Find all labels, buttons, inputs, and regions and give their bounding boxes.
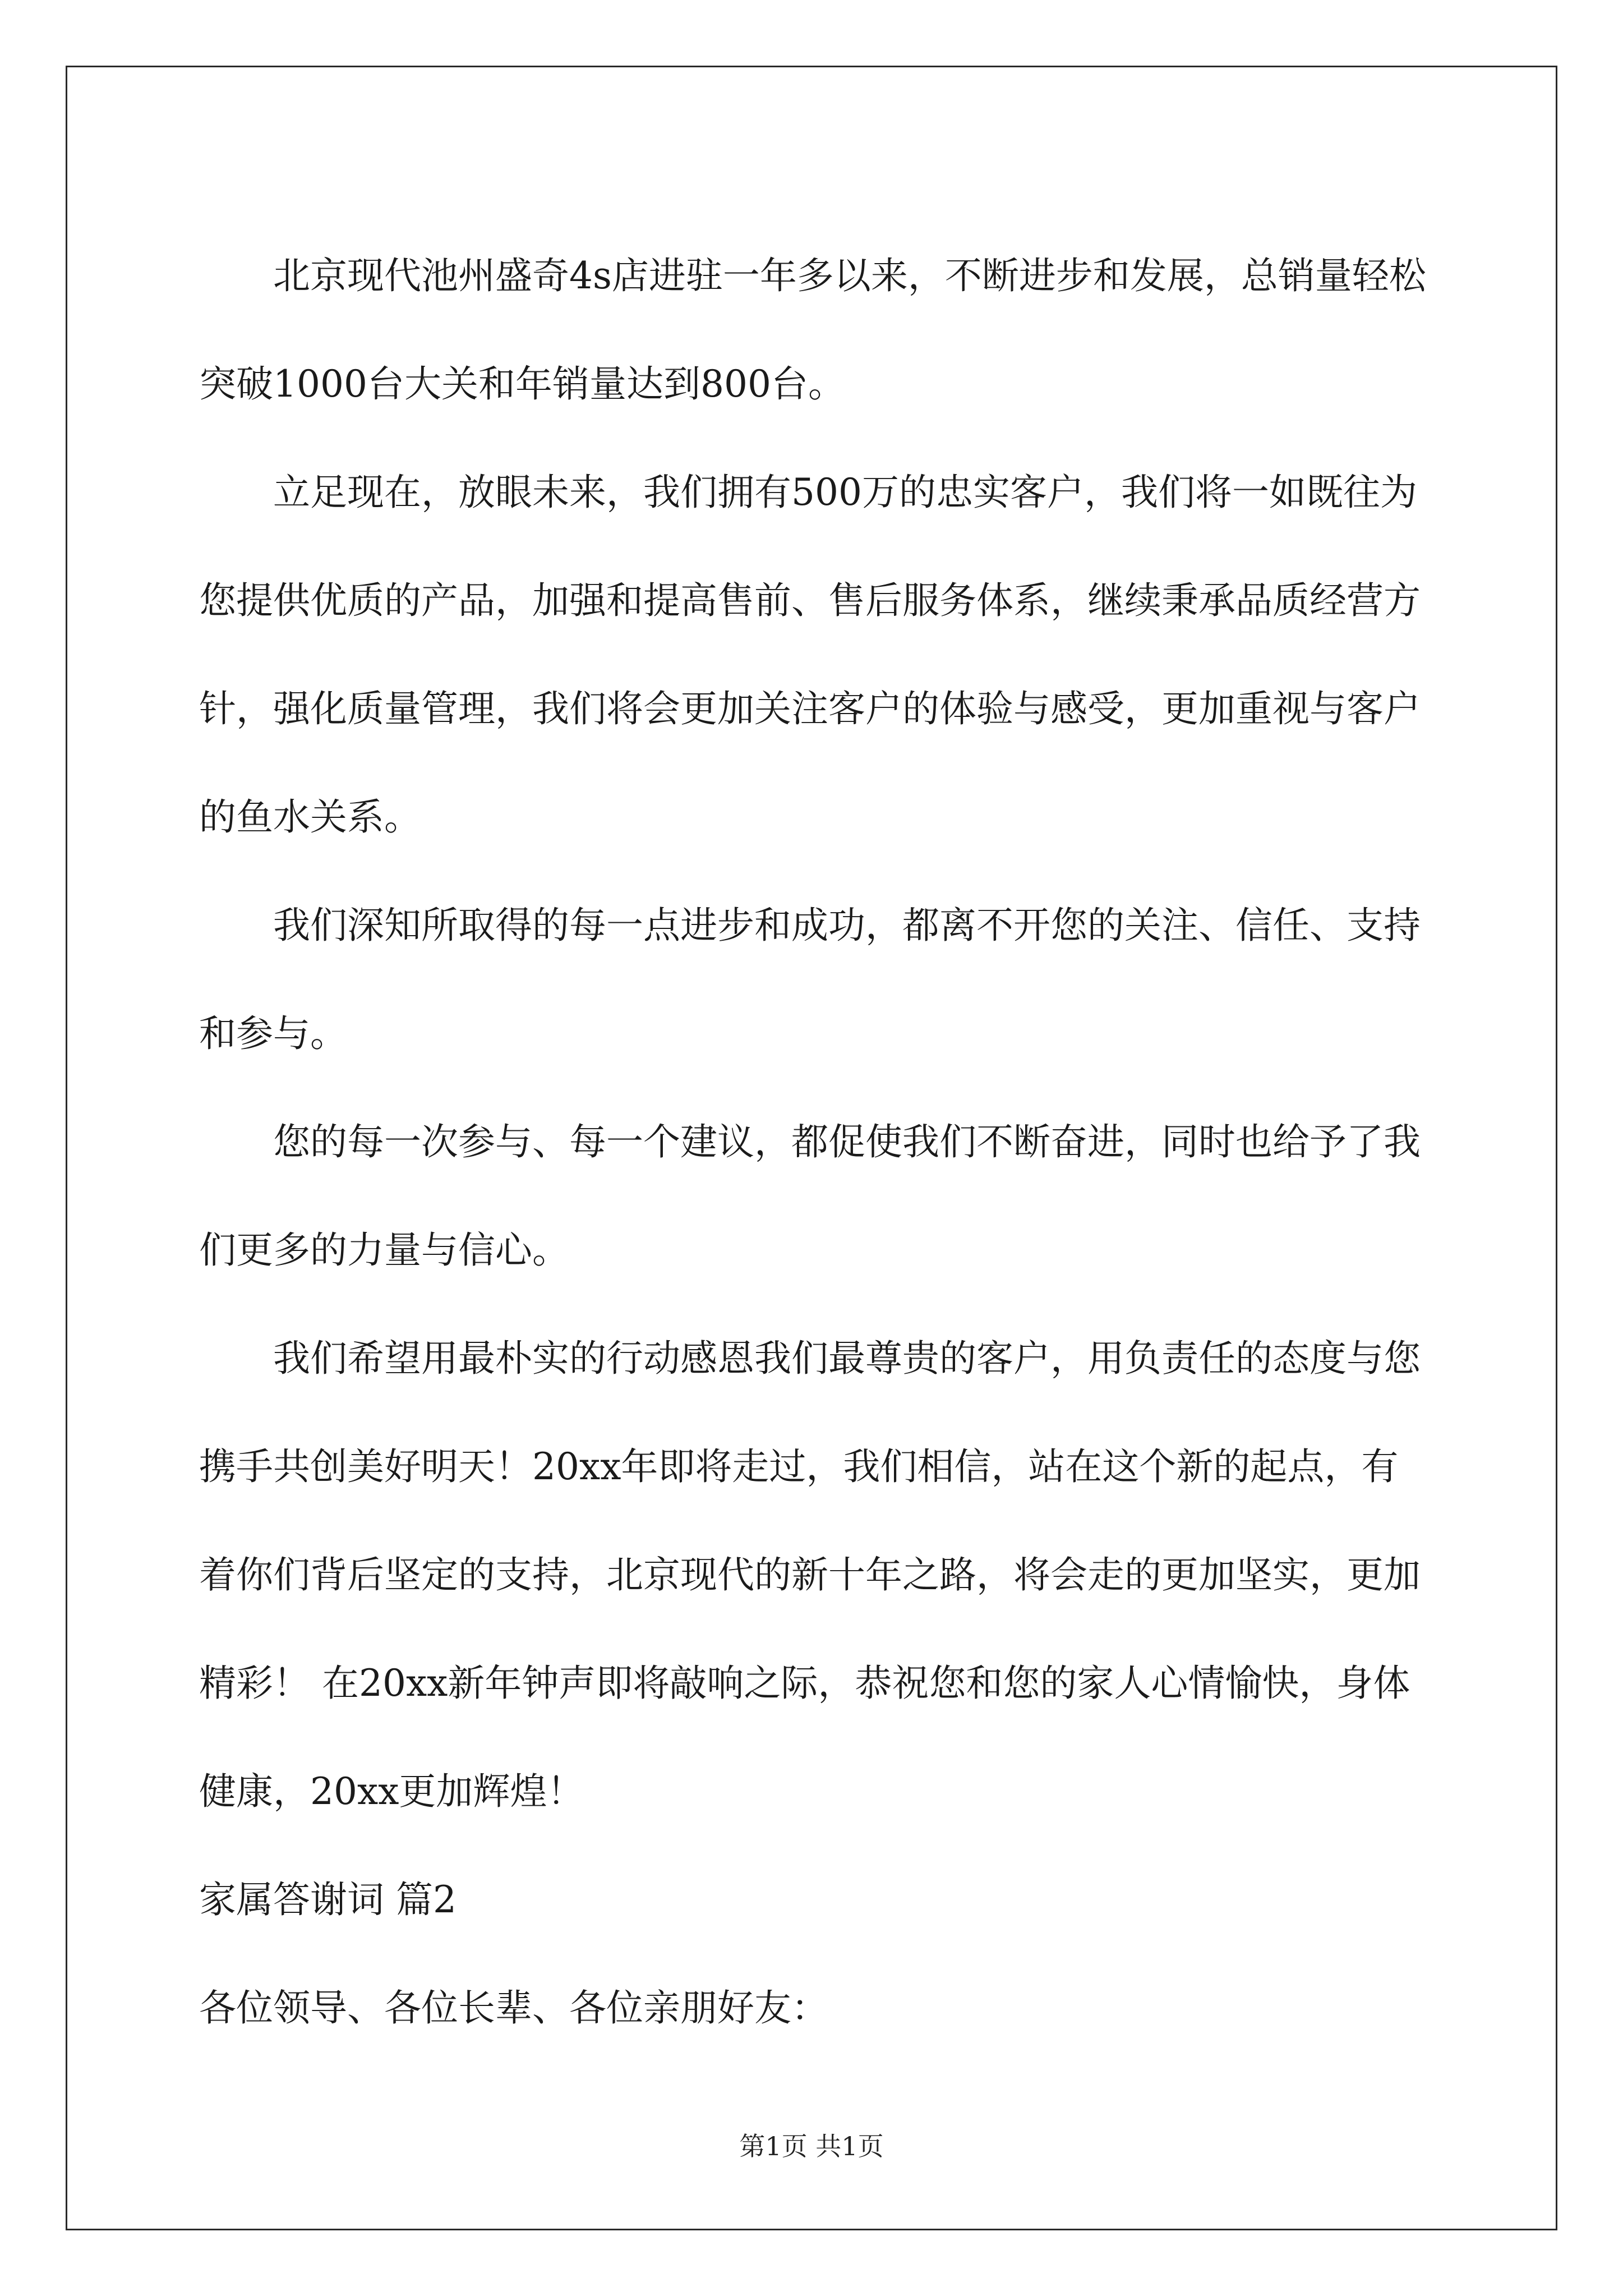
paragraph-1: 北京现代池州盛奇4s店进驻一年多以来，不断进步和发展，总销量轻松突破1000台大关和年销量达到800台。 [199, 254, 1426, 406]
paragraph-2: 立足现在，放眼未来，我们拥有500万的忠实客户，我们将一如既往为您提供优质的产品，加强和提高售前、售后服务体系，继续秉承品质经营方针，强化质量管理，我们将会更加关注客户的体验与感受，更加重视与客户的鱼水关系。 [199, 471, 1421, 839]
page-footer: 第1页 共1页 [739, 2131, 884, 2161]
document-body [199, 222, 1433, 2062]
paragraph-5: 我们希望用最朴实的行动感恩我们最尊贵的客户，用负责任的态度与您携手共创美好明天！20xx年即将走过，我们相信，站在这个新的起点，有着你们背后坚定的支持，北京现代的新十年之路，将会走的更加坚实，更加精彩！ 在20xx新年钟声即将敲响之际，恭祝您和您的家人心情愉快，身体健康，20xx更加辉煌！ [199, 1337, 1421, 1813]
section-heading: 家属答谢词 篇2 [199, 1878, 457, 1921]
greeting: 各位领导、各位长辈、各位亲朋好友： [199, 1986, 828, 2030]
paragraph-4: 您的每一次参与、每一个建议，都促使我们不断奋进，同时也给予了我们更多的力量与信心。 [199, 1120, 1421, 1272]
paragraph-3: 我们深知所取得的每一点进步和成功，都离不开您的关注、信任、支持和参与。 [199, 904, 1421, 1055]
